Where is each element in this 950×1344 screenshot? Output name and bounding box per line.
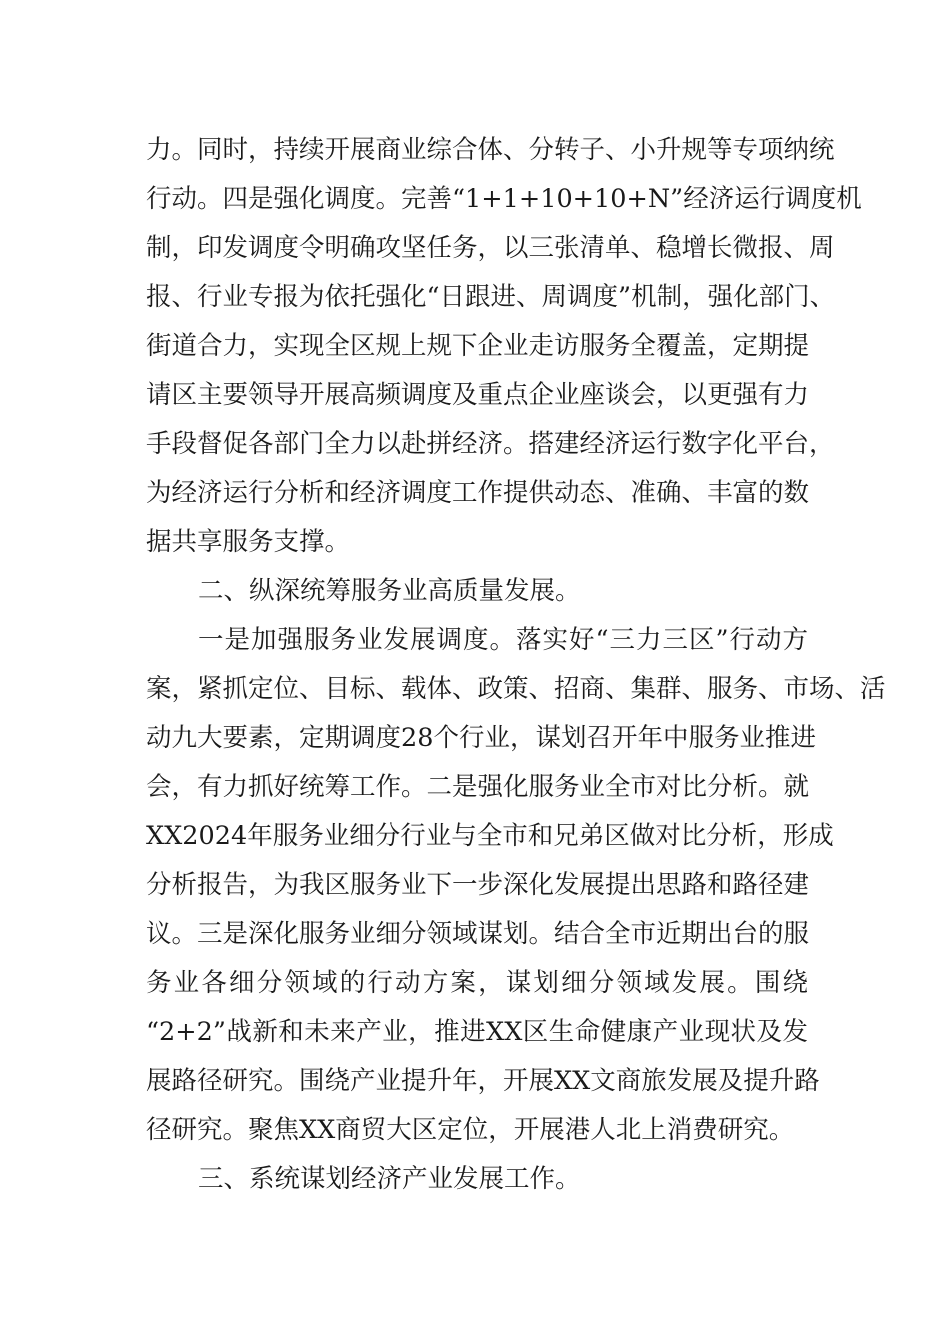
text-line: 会，有力抓好统筹工作。二是强化服务业全市对比分析。就 <box>146 772 810 802</box>
text-line: 报、行业专报为依托强化“日跟进、周调度”机制，强化部门、 <box>146 282 836 312</box>
text-line: 街道合力，实现全区规上规下企业走访服务全覆盖，定期提 <box>146 331 810 361</box>
text-line: 手段督促各部门全力以赴拼经济。搭建经济运行数字化平台， <box>146 429 835 459</box>
text-line: 议。三是深化服务业细分领域谋划。结合全市近期出台的服 <box>146 919 810 949</box>
text-line: “2+2”战新和未来产业，推进XX区生命健康产业现状及发 <box>146 1017 808 1047</box>
text-line: 务业各细分领域的行动方案，谋划细分领域发展。围绕 <box>146 968 808 998</box>
text-line: 案，紧抓定位、目标、载体、政策、招商、集群、服务、市场、活 <box>146 674 886 704</box>
text-line: XX2024年服务业细分行业与全市和兄弟区做对比分析，形成 <box>146 821 834 851</box>
text-line: 为经济运行分析和经济调度工作提供动态、准确、丰富的数 <box>146 478 810 508</box>
text-line: 动九大要素，定期调度28个行业，谋划召开年中服务业推进 <box>146 723 816 753</box>
text-line: 制，印发调度令明确攻坚任务，以三张清单、稳增长微报、周 <box>146 233 835 263</box>
section-heading: 二、纵深统筹服务业高质量发展。 <box>198 576 581 606</box>
text-line: 一是加强服务业发展调度。落实好“三力三区”行动方 <box>198 625 808 655</box>
text-line: 展路径研究。围绕产业提升年，开展XX文商旅发展及提升路 <box>146 1066 820 1096</box>
text-line: 请区主要领导开展高频调度及重点企业座谈会，以更强有力 <box>146 380 810 410</box>
text-line: 力。同时，持续开展商业综合体、分转子、小升规等专项纳统 <box>146 135 835 165</box>
document-body <box>146 126 886 1204</box>
text-line: 分析报告，为我区服务业下一步深化发展提出思路和路径建 <box>146 870 810 900</box>
section-heading: 三、系统谋划经济产业发展工作。 <box>198 1164 581 1194</box>
text-line: 径研究。聚焦XX商贸大区定位，开展港人北上消费研究。 <box>146 1115 795 1145</box>
text-line: 行动。四是强化调度。完善“1+1+10+10+N”经济运行调度机 <box>146 184 862 214</box>
text-line: 据共享服务支撑。 <box>146 527 351 557</box>
